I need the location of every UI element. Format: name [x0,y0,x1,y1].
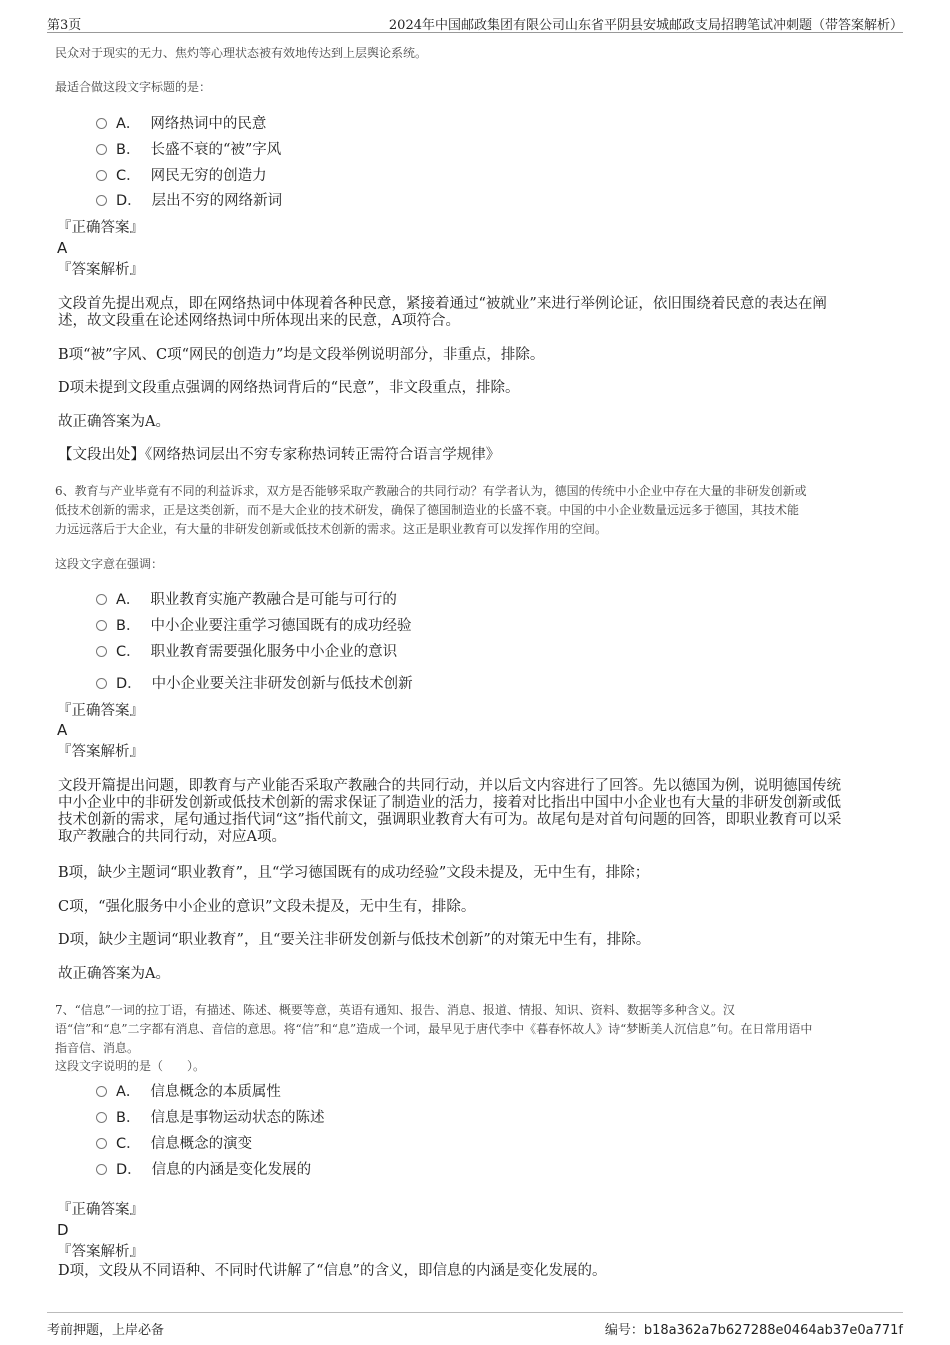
q7-analysis: D项，文段从不同语种、不同时代讲解了“信息”的含义，即信息的内涵是变化发展的。 [58,1263,607,1279]
q6-option-d[interactable]: D． 中小企业要关注非研发创新与低技术创新 [96,674,413,694]
q7-answer: D [57,1221,69,1239]
q5-answer-label: 『正确答案』 [57,220,144,236]
radio-icon[interactable] [96,620,107,631]
q7-answer-label: 『正确答案』 [57,1202,144,1218]
footer-slogan: 考前押题，上岸必备 [47,1323,165,1338]
page-number: 第3页 [47,18,82,33]
q6-option-c[interactable]: C． 职业教育需要强化服务中小企业的意识 [96,642,397,662]
q6-analysis-line: B项，缺少主题词“职业教育”，且“学习德国既有的成功经验”文段未提及，无中生有，排除； [58,865,650,881]
q6-answer-label: 『正确答案』 [57,703,144,719]
radio-icon[interactable] [96,1112,107,1123]
q5-answer: A [57,239,68,257]
q5-analysis-line: D项未提到文段重点强调的网络热词背后的“民意”，非文段重点，排除。 [58,380,520,396]
q5-analysis-line: 文段首先提出观点，即在网络热词中体现着各种民意，紧接着通过“被就业”来进行举例论证，依旧围绕着民意的表达在阐 [58,296,827,312]
q5-analysis-line: 述，故文段重在论述网络热词中所体现出来的民意，A项符合。 [58,313,460,329]
q6-analysis-line: 文段开篇提出问题，即教育与产业能否采取产教融合的共同行动，并以后文内容进行了回答。先以德国为例，说明德国传统 [58,778,841,794]
radio-icon[interactable] [96,1086,107,1097]
q5-option-a[interactable]: A． 网络热词中的民意 [96,114,266,134]
q6-analysis-line: 中小企业中的非研发创新或低技术创新的需求保证了制造业的活力，接着对比指出中国中小企业也有大量的非研发创新或低 [58,795,841,811]
q6-analysis-line: 取产教融合的共同行动，对应A项。 [58,829,286,845]
q6-analysis-line: 故正确答案为A。 [58,966,170,982]
radio-icon[interactable] [96,1164,107,1175]
q6-option-a[interactable]: A． 职业教育实施产教融合是可能与可行的 [96,590,397,610]
q7-stem-line: 指音信、消息。 [55,1041,140,1055]
q7-stem-line: 7、“信息”一词的拉丁语，有描述、陈述、概要等意，英语有通知、报告、消息、报道、情报、知识、资料、数据等多种含义。汉 [55,1003,735,1017]
q6-analysis-line: 技术创新的需求，尾句通过指代词“这”指代前文，强调职业教育大有可为。故尾句是对首句问题的回答，即职业教育可以采 [58,812,842,828]
q5-source: 【文段出处】《网络热词层出不穷专家称热词转正需符合语言学规律》 [58,447,501,463]
q5-analysis-label: 『答案解析』 [57,262,144,278]
q7-option-c[interactable]: C． 信息概念的演变 [96,1134,252,1154]
q6-option-b[interactable]: B． 中小企业要注重学习德国既有的成功经验 [96,616,411,636]
q7-analysis-label: 『答案解析』 [57,1244,144,1260]
radio-icon[interactable] [96,1138,107,1149]
document-title: 2024年中国邮政集团有限公司山东省平阴县安城邮政支局招聘笔试冲刺题（带答案解析） [388,18,903,33]
radio-icon[interactable] [96,594,107,605]
q6-analysis-label: 『答案解析』 [57,744,144,760]
q7-option-b[interactable]: B． 信息是事物运动状态的陈述 [96,1108,324,1128]
q5-stem-tail: 民众对于现实的无力、焦灼等心理状态被有效地传达到上层舆论系统。 [55,46,428,60]
q6-prompt: 这段文字意在强调： [55,557,164,571]
q6-stem-line: 低技术创新的需求，正是这类创新，而不是大企业的技术研发，确保了德国制造业的长盛不衰。中国的中小企业数量远远多于德国，其技术能 [55,503,800,517]
q5-prompt: 最适合做这段文字标题的是： [55,80,212,94]
radio-icon[interactable] [96,170,107,181]
document-code: 编号：b18a362a7b627288e0464ab37e0a771f [604,1323,903,1338]
q7-option-a[interactable]: A． 信息概念的本质属性 [96,1082,281,1102]
q5-analysis-line: B项“被”字风、C项“网民的创造力”均是文段举例说明部分，非重点，排除。 [58,347,545,363]
radio-icon[interactable] [96,195,107,206]
q6-analysis-line: C项，“强化服务中小企业的意识”文段未提及，无中生有，排除。 [58,899,476,915]
radio-icon[interactable] [96,646,107,657]
q7-stem-line: 语“信”和“息”二字都有消息、音信的意思。将“信”和“息”造成一个词，最早见于唐代李中《暮春怀故人》诗“梦断美人沉信息”句。在日常用语中 [55,1022,813,1036]
q6-analysis-line: D项，缺少主题词“职业教育”，且“要关注非研发创新与低技术创新”的对策无中生有，排除。 [58,932,651,948]
q7-option-d[interactable]: D． 信息的内涵是变化发展的 [96,1160,311,1180]
radio-icon[interactable] [96,144,107,155]
q5-option-b[interactable]: B． 长盛不衰的“被”字风 [96,140,281,160]
page-footer [47,1312,903,1337]
q5-analysis-line: 故正确答案为A。 [58,414,170,430]
q6-stem-line: 力远远落后于大企业，有大量的非研发创新或低技术创新的需求。这正是职业教育可以发挥作用的空间。 [55,522,608,536]
q6-stem-line: 6、教育与产业毕竟有不同的利益诉求，双方是否能够采取产教融合的共同行动？有学者认为，德国的传统中小企业中存在大量的非研发创新或 [55,484,807,498]
page-header [47,12,903,33]
q5-option-d[interactable]: D． 层出不穷的网络新词 [96,191,282,211]
q7-prompt: 这段文字说明的是（ ）。 [55,1059,206,1073]
radio-icon[interactable] [96,118,107,129]
q5-option-c[interactable]: C． 网民无穷的创造力 [96,166,267,186]
q6-answer: A [57,721,68,739]
radio-icon[interactable] [96,678,107,689]
